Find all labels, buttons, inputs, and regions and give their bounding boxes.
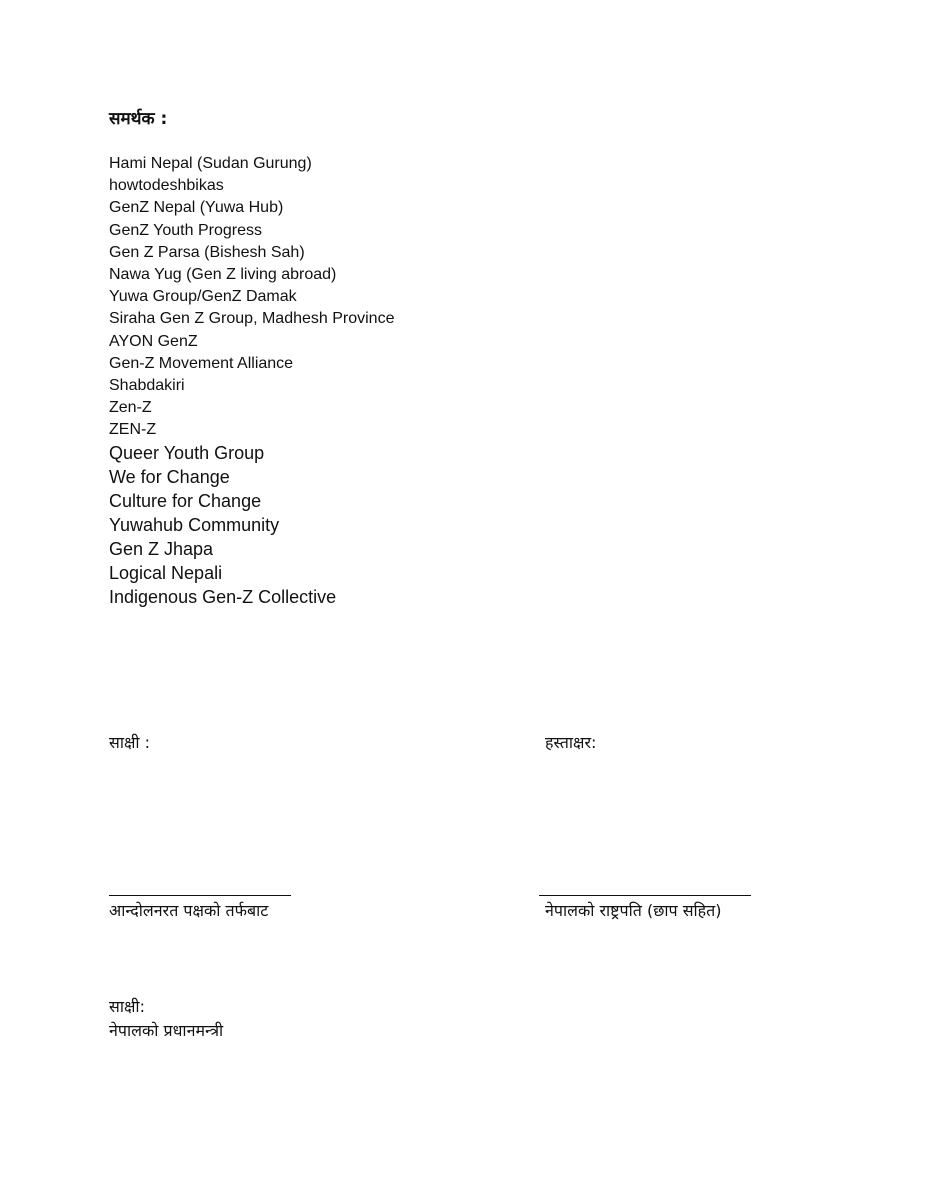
supporter-item: AYON GenZ [109, 332, 198, 350]
supporters-heading: समर्थक : [109, 109, 168, 129]
supporter-item: Culture for Change [109, 491, 262, 512]
supporter-item: Indigenous Gen-Z Collective [109, 587, 337, 608]
supporter-item: We for Change [109, 467, 230, 488]
supporter-item: GenZ Nepal (Yuwa Hub) [109, 199, 284, 217]
witness-label-left: साक्षी : [109, 733, 151, 752]
movement-side-caption: आन्दोलनरत पक्षको तर्फबाट [109, 901, 269, 920]
supporter-item: Zen-Z [109, 399, 152, 417]
supporter-item: Gen Z Jhapa [109, 539, 214, 560]
witness-label-bottom: साक्षी: [109, 997, 145, 1016]
supporter-item: Gen Z Parsa (Bishesh Sah) [109, 243, 305, 261]
supporter-item: ZEN-Z [109, 421, 157, 439]
supporter-item: Gen-Z Movement Alliance [109, 354, 294, 372]
president-caption: नेपालको राष्ट्रपति (छाप सहित) [545, 901, 722, 920]
signature-label-right: हस्ताक्षर: [545, 733, 597, 752]
supporter-item: GenZ Youth Progress [109, 221, 262, 239]
signature-line-left [109, 895, 291, 896]
prime-minister-caption: नेपालको प्रधानमन्त्री [109, 1021, 224, 1040]
signature-line-right [539, 895, 751, 896]
supporter-item: Nawa Yug (Gen Z living abroad) [109, 265, 337, 283]
supporter-item: howtodeshbikas [109, 177, 224, 195]
supporter-item: Logical Nepali [109, 563, 223, 584]
supporters-list [109, 153, 394, 609]
supporter-item: Queer Youth Group [109, 443, 265, 464]
supporter-item: Yuwahub Community [109, 515, 280, 536]
supporter-item: Shabdakiri [109, 376, 185, 394]
supporter-item: Siraha Gen Z Group, Madhesh Province [109, 310, 395, 328]
supporter-item: Yuwa Group/GenZ Damak [109, 288, 297, 306]
supporter-item: Hami Nepal (Sudan Gurung) [109, 155, 312, 172]
